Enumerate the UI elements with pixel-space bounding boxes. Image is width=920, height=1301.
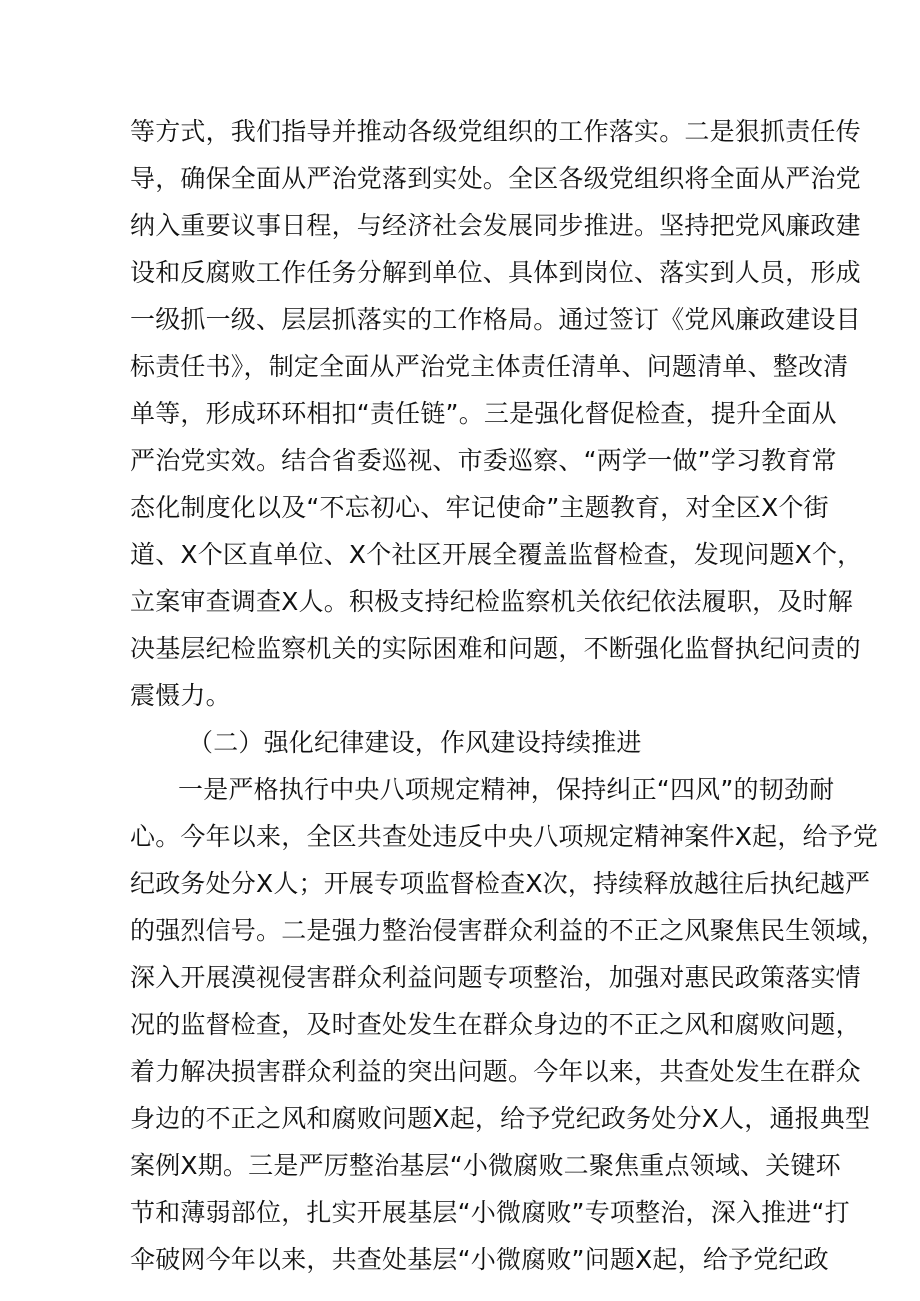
text-line: 一是严格执行中央八项规定精神，保持纠正“四风”的韧劲耐: [178, 775, 835, 804]
text-line: 道、X个区直单位、X个社区开展全覆盖监督检查，发现问题X个，: [130, 540, 863, 569]
text-line: 着力解决损害群众利益的突出问题。今年以来，共查处发生在群众: [130, 1057, 861, 1086]
text-line: 导，确保全面从严治党落到实处。全区各级党组织将全面从严治党: [130, 164, 861, 193]
text-line: 深入开展漠视侵害群众利益问题专项整治，加强对惠民政策落实情: [130, 963, 861, 992]
text-line: 案例X期。三是严厉整治基层“小微腐败二聚焦重点领域、关键环: [130, 1151, 841, 1180]
text-line: 身边的不正之风和腐败问题X起，给予党纪政务处分X人，通报典型: [130, 1104, 871, 1133]
section-heading: （二）强化纪律建设，作风建设持续推进: [188, 728, 642, 757]
text-line: 节和薄弱部位，扎实开展基层“小微腐败”专项整治，深入推进“打: [130, 1198, 850, 1227]
text-line: 心。今年以来，全区共查处违反中央八项规定精神案件X起，给予党: [130, 822, 879, 851]
text-line: 纪政务处分X人；开展专项监督检查X次，持续释放越往后执纪越严: [130, 869, 871, 898]
text-line: 等方式，我们指导并推动各级党组织的工作落实。二是狠抓责任传: [130, 117, 861, 146]
text-line: 的强烈信号。二是强力整治侵害群众利益的不正之风聚焦民生领域，: [130, 916, 887, 945]
text-line: 设和反腐败工作任务分解到单位、具体到岗位、落实到人员，形成: [130, 258, 861, 287]
text-line: 态化制度化以及“不忘初心、牢记使命”主题教育，对全区X个街: [130, 493, 829, 522]
text-line: 单等，形成环环相扣“责任链”。三是强化督促检查，提升全面从: [130, 399, 837, 428]
text-line: 标责任书》，制定全面从严治党主体责任清单、问题清单、整改清: [130, 352, 849, 381]
text-line: 立案审查调查X人。积极支持纪检监察机关依纪依法履职，及时解: [130, 587, 853, 616]
text-line: 纳入重要议事日程，与经济社会发展同步推进。坚持把党风廉政建: [130, 211, 861, 240]
text-line: 一级抓一级、层层抓落实的工作格局。通过签订《党风廉政建设目: [130, 305, 861, 334]
text-line: 严治党实效。结合省委巡视、市委巡察、“两学一做”学习教育常: [130, 446, 837, 475]
text-line: 震慑力。: [130, 681, 231, 710]
text-line: 伞破网今年以来，共查处基层“小微腐败”问题X起，给予党纪政: [130, 1245, 829, 1274]
text-line: 况的监督检查，及时查处发生在群众身边的不正之风和腐败问题，: [130, 1010, 861, 1039]
text-line: 决基层纪检监察机关的实际困难和问题，不断强化监督执纪问责的: [130, 634, 861, 663]
